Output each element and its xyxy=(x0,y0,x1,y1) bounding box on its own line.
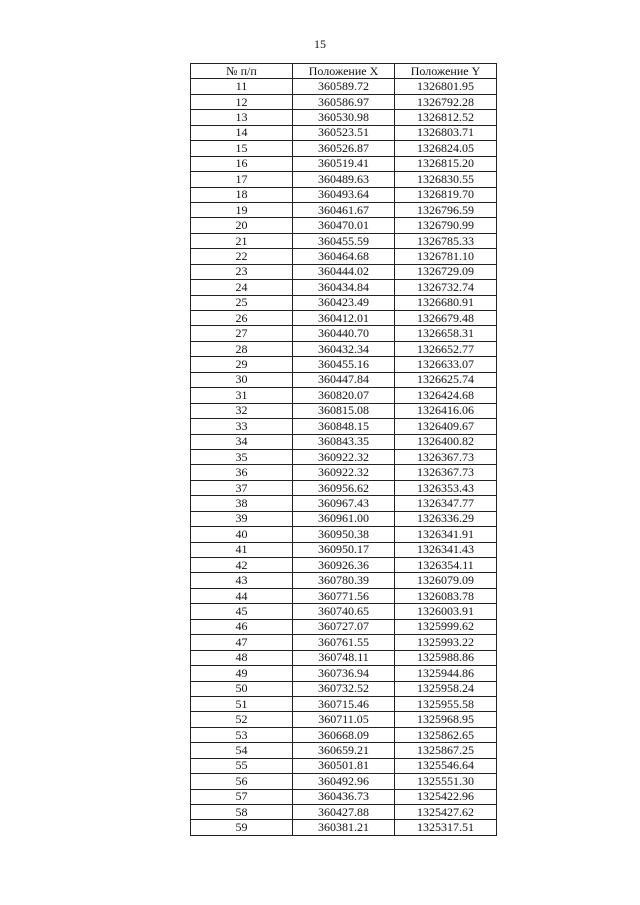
row-number-cell: 47 xyxy=(191,635,293,650)
position-x-cell: 360761.55 xyxy=(293,635,395,650)
row-number-cell: 43 xyxy=(191,573,293,588)
table-row xyxy=(191,202,497,217)
position-y-cell: 1326424.68 xyxy=(395,388,497,403)
position-x-cell: 360780.39 xyxy=(293,573,395,588)
table-row xyxy=(191,172,497,187)
table-row xyxy=(191,403,497,418)
position-y-cell: 1325944.86 xyxy=(395,666,497,681)
row-number-cell: 16 xyxy=(191,156,293,171)
position-x-cell: 360961.00 xyxy=(293,511,395,526)
table-row xyxy=(191,588,497,603)
position-x-cell: 360455.59 xyxy=(293,233,395,248)
position-x-cell: 360740.65 xyxy=(293,604,395,619)
table-body xyxy=(191,79,497,835)
position-y-cell: 1326079.09 xyxy=(395,573,497,588)
position-y-cell: 1325546.64 xyxy=(395,758,497,773)
table-row xyxy=(191,388,497,403)
row-number-cell: 24 xyxy=(191,280,293,295)
position-y-cell: 1326367.73 xyxy=(395,465,497,480)
page-number: 15 xyxy=(314,37,326,51)
table-row xyxy=(191,604,497,619)
position-y-cell: 1326801.95 xyxy=(395,79,497,94)
position-y-cell: 1326400.82 xyxy=(395,434,497,449)
row-number-cell: 49 xyxy=(191,666,293,681)
position-y-cell: 1326679.48 xyxy=(395,311,497,326)
position-y-cell: 1326824.05 xyxy=(395,141,497,156)
position-y-cell: 1326785.33 xyxy=(395,233,497,248)
row-number-cell: 53 xyxy=(191,727,293,742)
position-y-cell: 1326409.67 xyxy=(395,419,497,434)
position-x-cell: 360715.46 xyxy=(293,696,395,711)
table-row xyxy=(191,79,497,94)
position-x-cell: 360586.97 xyxy=(293,94,395,109)
position-x-cell: 360432.34 xyxy=(293,341,395,356)
row-number-cell: 54 xyxy=(191,743,293,758)
table-row xyxy=(191,264,497,279)
position-x-cell: 360523.51 xyxy=(293,125,395,140)
row-number-cell: 13 xyxy=(191,110,293,125)
row-number-cell: 12 xyxy=(191,94,293,109)
position-x-cell: 360950.17 xyxy=(293,542,395,557)
table-row xyxy=(191,712,497,727)
position-y-cell: 1326354.11 xyxy=(395,558,497,573)
position-x-cell: 360668.09 xyxy=(293,727,395,742)
row-number-cell: 36 xyxy=(191,465,293,480)
position-y-cell: 1325968.95 xyxy=(395,712,497,727)
position-y-cell: 1326367.73 xyxy=(395,449,497,464)
position-y-cell: 1326803.71 xyxy=(395,125,497,140)
row-number-cell: 38 xyxy=(191,496,293,511)
position-y-cell: 1325955.58 xyxy=(395,696,497,711)
row-number-cell: 46 xyxy=(191,619,293,634)
table-row xyxy=(191,573,497,588)
position-y-cell: 1326732.74 xyxy=(395,280,497,295)
header-row-number: № п/п xyxy=(191,64,293,79)
table-row xyxy=(191,419,497,434)
coordinates-table xyxy=(190,63,497,836)
position-x-cell: 360820.07 xyxy=(293,388,395,403)
row-number-cell: 44 xyxy=(191,588,293,603)
position-x-cell: 360815.08 xyxy=(293,403,395,418)
position-y-cell: 1325993.22 xyxy=(395,635,497,650)
position-x-cell: 360381.21 xyxy=(293,820,395,835)
table-row xyxy=(191,110,497,125)
table-row xyxy=(191,233,497,248)
row-number-cell: 58 xyxy=(191,805,293,820)
position-y-cell: 1326792.28 xyxy=(395,94,497,109)
position-y-cell: 1326341.43 xyxy=(395,542,497,557)
position-x-cell: 360589.72 xyxy=(293,79,395,94)
position-y-cell: 1326633.07 xyxy=(395,357,497,372)
table-row xyxy=(191,326,497,341)
position-x-cell: 360659.21 xyxy=(293,743,395,758)
table-row xyxy=(191,311,497,326)
position-x-cell: 360423.49 xyxy=(293,295,395,310)
table-row xyxy=(191,249,497,264)
row-number-cell: 23 xyxy=(191,264,293,279)
table-row xyxy=(191,295,497,310)
row-number-cell: 37 xyxy=(191,480,293,495)
position-y-cell: 1326083.78 xyxy=(395,588,497,603)
row-number-cell: 22 xyxy=(191,249,293,264)
position-x-cell: 360444.02 xyxy=(293,264,395,279)
position-x-cell: 360736.94 xyxy=(293,666,395,681)
position-y-cell: 1326652.77 xyxy=(395,341,497,356)
table-row xyxy=(191,743,497,758)
table-row xyxy=(191,94,497,109)
position-x-cell: 360922.32 xyxy=(293,449,395,464)
table-row xyxy=(191,805,497,820)
position-x-cell: 360461.67 xyxy=(293,202,395,217)
position-y-cell: 1325867.25 xyxy=(395,743,497,758)
position-y-cell: 1326625.74 xyxy=(395,372,497,387)
row-number-cell: 50 xyxy=(191,681,293,696)
row-number-cell: 20 xyxy=(191,218,293,233)
position-x-cell: 360748.11 xyxy=(293,650,395,665)
row-number-cell: 51 xyxy=(191,696,293,711)
row-number-cell: 21 xyxy=(191,233,293,248)
position-x-cell: 360848.15 xyxy=(293,419,395,434)
position-x-cell: 360501.81 xyxy=(293,758,395,773)
table-row xyxy=(191,187,497,202)
table-row xyxy=(191,789,497,804)
row-number-cell: 33 xyxy=(191,419,293,434)
row-number-cell: 18 xyxy=(191,187,293,202)
row-number-cell: 42 xyxy=(191,558,293,573)
table-row xyxy=(191,434,497,449)
position-x-cell: 360926.36 xyxy=(293,558,395,573)
table-row xyxy=(191,465,497,480)
row-number-cell: 27 xyxy=(191,326,293,341)
position-x-cell: 360967.43 xyxy=(293,496,395,511)
table-row xyxy=(191,527,497,542)
position-y-cell: 1326790.99 xyxy=(395,218,497,233)
row-number-cell: 30 xyxy=(191,372,293,387)
position-x-cell: 360771.56 xyxy=(293,588,395,603)
table-row xyxy=(191,650,497,665)
row-number-cell: 41 xyxy=(191,542,293,557)
position-y-cell: 1326815.20 xyxy=(395,156,497,171)
position-y-cell: 1326781.10 xyxy=(395,249,497,264)
table-row xyxy=(191,635,497,650)
row-number-cell: 28 xyxy=(191,341,293,356)
row-number-cell: 59 xyxy=(191,820,293,835)
table-row xyxy=(191,218,497,233)
position-y-cell: 1326729.09 xyxy=(395,264,497,279)
position-y-cell: 1326003.91 xyxy=(395,604,497,619)
position-y-cell: 1326341.91 xyxy=(395,527,497,542)
table-row xyxy=(191,542,497,557)
table-row xyxy=(191,681,497,696)
header-position-x: Положение X xyxy=(293,64,395,79)
position-y-cell: 1325862.65 xyxy=(395,727,497,742)
position-x-cell: 360492.96 xyxy=(293,774,395,789)
position-x-cell: 360434.84 xyxy=(293,280,395,295)
position-y-cell: 1326819.70 xyxy=(395,187,497,202)
row-number-cell: 25 xyxy=(191,295,293,310)
position-y-cell: 1325427.62 xyxy=(395,805,497,820)
row-number-cell: 15 xyxy=(191,141,293,156)
table-row xyxy=(191,774,497,789)
row-number-cell: 52 xyxy=(191,712,293,727)
position-x-cell: 360455.16 xyxy=(293,357,395,372)
position-y-cell: 1326796.59 xyxy=(395,202,497,217)
row-number-cell: 40 xyxy=(191,527,293,542)
table-row xyxy=(191,666,497,681)
row-number-cell: 26 xyxy=(191,311,293,326)
table-header-row xyxy=(191,64,497,79)
row-number-cell: 39 xyxy=(191,511,293,526)
position-x-cell: 360727.07 xyxy=(293,619,395,634)
position-y-cell: 1326336.29 xyxy=(395,511,497,526)
row-number-cell: 31 xyxy=(191,388,293,403)
row-number-cell: 29 xyxy=(191,357,293,372)
table-row xyxy=(191,619,497,634)
row-number-cell: 14 xyxy=(191,125,293,140)
header-position-y: Положение Y xyxy=(395,64,497,79)
row-number-cell: 17 xyxy=(191,172,293,187)
row-number-cell: 55 xyxy=(191,758,293,773)
table-row xyxy=(191,156,497,171)
position-x-cell: 360464.68 xyxy=(293,249,395,264)
row-number-cell: 11 xyxy=(191,79,293,94)
row-number-cell: 19 xyxy=(191,202,293,217)
position-x-cell: 360440.70 xyxy=(293,326,395,341)
table-row xyxy=(191,558,497,573)
position-x-cell: 360956.62 xyxy=(293,480,395,495)
table-row xyxy=(191,341,497,356)
position-y-cell: 1325999.62 xyxy=(395,619,497,634)
row-number-cell: 32 xyxy=(191,403,293,418)
position-x-cell: 360489.63 xyxy=(293,172,395,187)
table-row xyxy=(191,280,497,295)
position-x-cell: 360843.35 xyxy=(293,434,395,449)
table-row xyxy=(191,372,497,387)
row-number-cell: 56 xyxy=(191,774,293,789)
position-x-cell: 360950.38 xyxy=(293,527,395,542)
table-row xyxy=(191,496,497,511)
table-row xyxy=(191,696,497,711)
position-y-cell: 1325317.51 xyxy=(395,820,497,835)
table-row xyxy=(191,727,497,742)
position-x-cell: 360470.01 xyxy=(293,218,395,233)
position-y-cell: 1326658.31 xyxy=(395,326,497,341)
position-y-cell: 1325422.96 xyxy=(395,789,497,804)
position-x-cell: 360922.32 xyxy=(293,465,395,480)
row-number-cell: 35 xyxy=(191,449,293,464)
position-y-cell: 1326416.06 xyxy=(395,403,497,418)
table-row xyxy=(191,125,497,140)
table-row xyxy=(191,758,497,773)
position-y-cell: 1326680.91 xyxy=(395,295,497,310)
position-x-cell: 360493.64 xyxy=(293,187,395,202)
table-row xyxy=(191,449,497,464)
position-y-cell: 1326347.77 xyxy=(395,496,497,511)
table-row xyxy=(191,141,497,156)
table-row xyxy=(191,511,497,526)
row-number-cell: 57 xyxy=(191,789,293,804)
position-x-cell: 360732.52 xyxy=(293,681,395,696)
position-x-cell: 360711.05 xyxy=(293,712,395,727)
position-y-cell: 1326830.55 xyxy=(395,172,497,187)
position-y-cell: 1325958.24 xyxy=(395,681,497,696)
position-x-cell: 360436.73 xyxy=(293,789,395,804)
row-number-cell: 34 xyxy=(191,434,293,449)
table-row xyxy=(191,820,497,835)
position-y-cell: 1325551.30 xyxy=(395,774,497,789)
position-x-cell: 360530.98 xyxy=(293,110,395,125)
table-row xyxy=(191,357,497,372)
position-y-cell: 1326353.43 xyxy=(395,480,497,495)
position-x-cell: 360427.88 xyxy=(293,805,395,820)
position-y-cell: 1325988.86 xyxy=(395,650,497,665)
position-y-cell: 1326812.52 xyxy=(395,110,497,125)
row-number-cell: 48 xyxy=(191,650,293,665)
position-x-cell: 360447.84 xyxy=(293,372,395,387)
table-row xyxy=(191,480,497,495)
row-number-cell: 45 xyxy=(191,604,293,619)
position-x-cell: 360526.87 xyxy=(293,141,395,156)
position-x-cell: 360519.41 xyxy=(293,156,395,171)
position-x-cell: 360412.01 xyxy=(293,311,395,326)
